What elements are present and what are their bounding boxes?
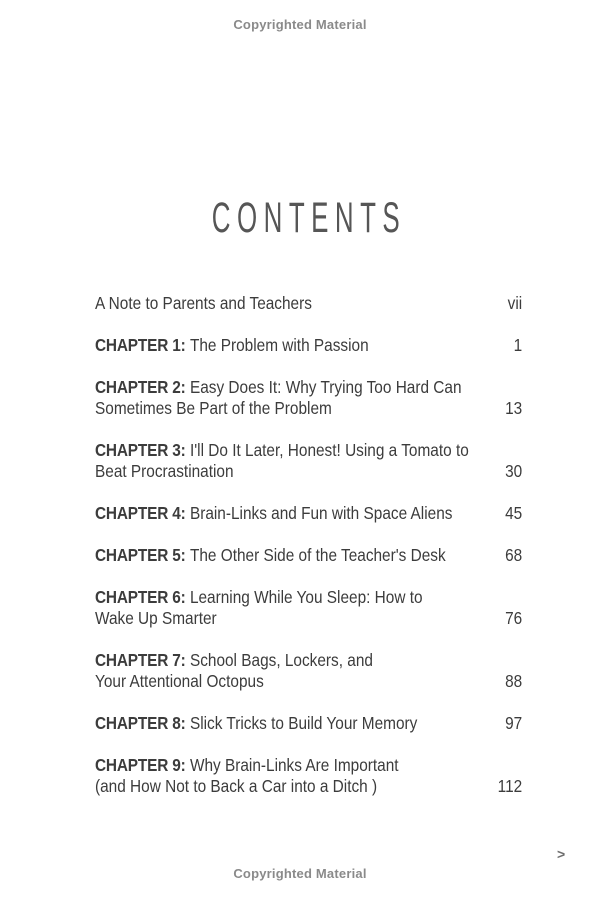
page-number: 45 (505, 503, 523, 523)
chapter-label: CHAPTER 7: (95, 650, 186, 670)
chapter-title: Brain-Links and Fun with Space Aliens (189, 503, 453, 523)
chapter-title-line2: Your Attentional Octopus (95, 671, 264, 691)
page-number: 76 (505, 608, 523, 628)
chapter-title-line2: Beat Procrastination (95, 461, 234, 481)
chapter-title: A Note to Parents and Teachers (95, 293, 312, 313)
toc-entry (95, 503, 522, 524)
chapter-title: Why Brain-Links Are Important (189, 755, 399, 775)
chapter-label: CHAPTER 5: (95, 545, 186, 565)
chapter-title: I'll Do It Later, Honest! Using a Tomato to (189, 440, 469, 460)
chapter-title: Easy Does It: Why Trying Too Hard Can (189, 377, 462, 397)
toc-entry (95, 713, 522, 734)
toc-entry (95, 545, 522, 566)
chapter-label: CHAPTER 8: (95, 713, 186, 733)
page-number: 88 (505, 671, 523, 691)
chapter-label: CHAPTER 4: (95, 503, 186, 523)
toc-entry (95, 293, 522, 314)
chapter-title: The Other Side of the Teacher's Desk (189, 545, 446, 565)
toc-entry-title (95, 755, 480, 797)
chapter-title: Learning While You Sleep: How to (189, 587, 423, 607)
chapter-label: CHAPTER 3: (95, 440, 186, 460)
toc-entry (95, 587, 522, 629)
toc-entry (95, 650, 522, 692)
page-number: vii (507, 293, 523, 313)
contents-page-title: CONTENTS (211, 193, 407, 242)
page-number: 1 (513, 335, 523, 355)
toc-entry-title (95, 713, 480, 734)
page-number: 68 (505, 545, 523, 565)
toc-entry-title (95, 293, 480, 314)
toc-entry-title (95, 587, 480, 629)
chapter-label: CHAPTER 1: (95, 335, 186, 355)
page-number: 13 (505, 398, 523, 418)
toc-entry-title (95, 503, 480, 524)
chapter-label: CHAPTER 9: (95, 755, 186, 775)
toc-entry-title (95, 335, 480, 356)
page-number: 112 (497, 776, 523, 796)
table-of-contents (95, 293, 522, 818)
chapter-label: CHAPTER 6: (95, 587, 186, 607)
chapter-title-line2: Wake Up Smarter (95, 608, 217, 628)
chapter-title: School Bags, Lockers, and (189, 650, 373, 670)
toc-entry-title (95, 440, 480, 482)
toc-entry-title (95, 377, 480, 419)
next-page-arrow-icon[interactable]: > (557, 846, 566, 862)
toc-entry (95, 755, 522, 797)
chapter-label: CHAPTER 2: (95, 377, 186, 397)
chapter-title-line2: (and How Not to Back a Car into a Ditch ) (95, 776, 378, 796)
copyright-notice-bottom: Copyrighted Material (233, 866, 367, 881)
toc-entry (95, 440, 522, 482)
toc-entry-title (95, 650, 480, 692)
copyright-notice-top: Copyrighted Material (233, 17, 367, 32)
chapter-title-line2: Sometimes Be Part of the Problem (95, 398, 332, 418)
chapter-title: The Problem with Passion (189, 335, 369, 355)
toc-entry (95, 377, 522, 419)
page-number: 97 (505, 713, 523, 733)
chapter-title: Slick Tricks to Build Your Memory (189, 713, 418, 733)
page-number: 30 (505, 461, 523, 481)
toc-entry-title (95, 545, 480, 566)
toc-entry (95, 335, 522, 356)
